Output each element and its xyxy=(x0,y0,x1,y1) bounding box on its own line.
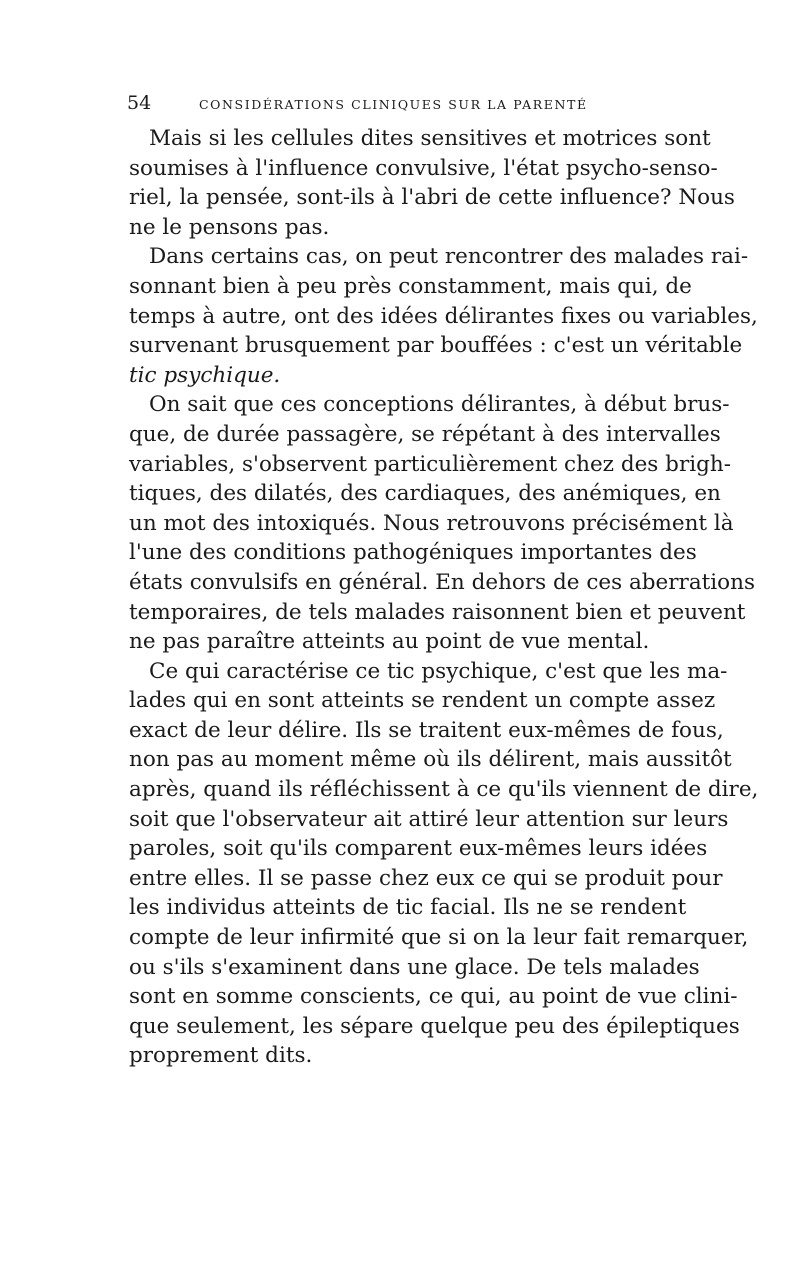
book-page xyxy=(127,88,759,1071)
text-line: paroles, soit qu'ils comparent eux-mêmes leurs idées xyxy=(129,836,708,862)
text-line: ou s'ils s'examinent dans une glace. De tels malades xyxy=(129,954,700,980)
text-line: proprement dits. xyxy=(129,1043,313,1069)
text-line-italic xyxy=(129,361,677,391)
text-line: temps à autre, ont des idées délirantes fixes ou variables, xyxy=(129,303,758,329)
text-line: Dans certains cas, on peut rencontrer des malades rai- xyxy=(149,244,749,270)
text-line: Mais si les cellules dites sensitives et motrices sont xyxy=(149,126,711,151)
body-text xyxy=(129,124,759,1071)
text-line: survenant brusquement par bouffées : c'est un véritable xyxy=(129,333,743,359)
text-line: entre elles. Il se passe chez eux ce qui se produit pour xyxy=(129,865,723,891)
text-line: sonnant bien à peu près constamment, mais qui, de xyxy=(129,273,692,299)
text-line: soit que l'observateur ait attiré leur attention sur leurs xyxy=(129,806,729,832)
text-line: que, de durée passagère, se répétant à des intervalles xyxy=(129,421,721,447)
page-number: 54 xyxy=(127,92,152,114)
text-line: que seulement, les sépare quelque peu des épileptiques xyxy=(129,1013,740,1039)
text-line: les individus atteints de tic facial. Ils ne se rendent xyxy=(129,895,687,921)
text-line: l'une des conditions pathogéniques importantes des xyxy=(129,540,697,566)
running-head: CONSIDÉRATIONS CLINIQUES SUR LA PARENTÉ xyxy=(199,97,588,112)
text-line: soumises à l'influence convulsive, l'état psycho-senso- xyxy=(129,155,718,181)
text-line: lades qui en sont atteints se rendent un compte assez xyxy=(129,688,716,714)
italic-term: tic psychique. xyxy=(129,362,281,388)
text-line: un mot des intoxiqués. Nous retrouvons précisément là xyxy=(129,510,734,536)
text-line: exact de leur délire. Ils se traitent eux-mêmes de fous, xyxy=(129,717,724,743)
text-line: Ce qui caractérise ce tic psychique, c'est que les ma- xyxy=(149,658,728,684)
text-line: états convulsifs en général. En dehors de ces aberrations xyxy=(129,569,755,595)
text-line: après, quand ils réfléchissent à ce qu'ils viennent de dire, xyxy=(129,777,759,803)
text-line: riel, la pensée, sont-ils à l'abri de cette influence? Nous xyxy=(129,185,735,211)
page-header xyxy=(129,88,677,118)
text-line: On sait que ces conceptions délirantes, à début brus- xyxy=(149,392,730,418)
text-line: non pas au moment même où ils délirent, mais aussitôt xyxy=(129,747,732,773)
text-line: sont en somme conscients, ce qui, au point de vue clini- xyxy=(129,984,738,1010)
paragraph-1 xyxy=(129,124,735,242)
text-line: tiques, des dilatés, des cardiaques, des anémiques, en xyxy=(129,481,721,507)
paragraph-3 xyxy=(129,390,755,656)
text-line: ne pas paraître atteints au point de vue mental. xyxy=(129,629,650,655)
paragraph-4 xyxy=(129,657,759,1071)
text-line: variables, s'observent particulièrement chez des brigh- xyxy=(129,451,731,477)
text-line: temporaires, de tels malades raisonnent bien et peuvent xyxy=(129,599,746,625)
text-line: ne le pensons pas. xyxy=(129,214,330,240)
paragraph-2 xyxy=(129,242,758,390)
text-line: compte de leur infirmité que si on la leur fait remarquer, xyxy=(129,925,749,951)
